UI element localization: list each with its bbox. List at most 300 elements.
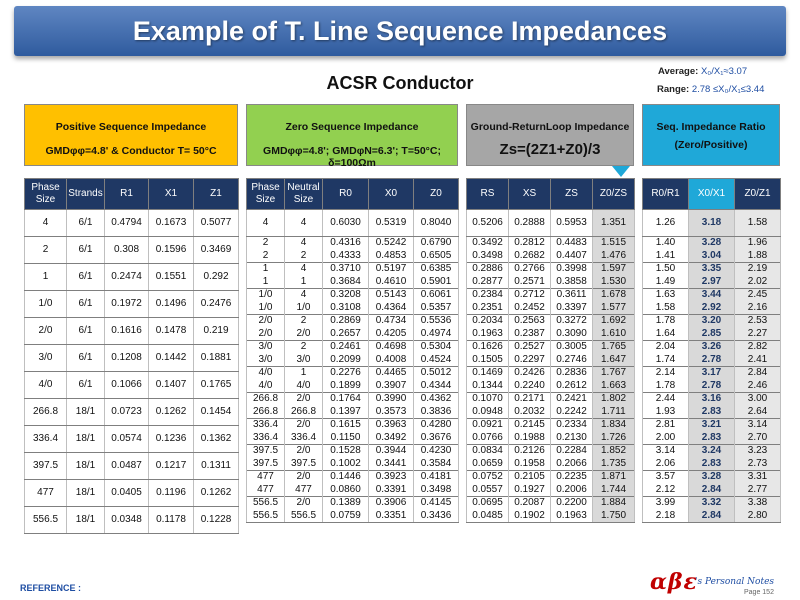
table-cell: 0.2877 [467, 276, 509, 289]
table-cell: 2.78 [689, 354, 735, 367]
table-cell: 2.92 [689, 302, 735, 315]
table-cell: 0.3611 [551, 289, 593, 302]
table-cell: 0.2426 [509, 367, 551, 380]
table-row [643, 367, 781, 380]
table-cell: 4 [285, 263, 323, 276]
table-cell: 2 [25, 237, 67, 264]
table-row [247, 328, 459, 341]
table-cell: 0.1344 [467, 380, 509, 393]
table-cell: 0.219 [194, 318, 239, 345]
table-row [247, 341, 459, 354]
table-cell: 0.3498 [467, 250, 509, 263]
table-cell: 18/1 [67, 453, 105, 480]
table-cell: 1.530 [593, 276, 635, 289]
column-header: Neutral Size [285, 179, 323, 210]
table-cell: 0.1454 [194, 399, 239, 426]
table-cell: 2 [285, 315, 323, 328]
table-cell: 1 [285, 367, 323, 380]
table-cell: 0.2888 [509, 210, 551, 237]
table-cell: 1.852 [593, 445, 635, 458]
table-cell: 556.5 [247, 510, 285, 523]
table-cell: 1.735 [593, 458, 635, 471]
column-header: Strands [67, 179, 105, 210]
table-cell: 0.1262 [194, 480, 239, 507]
table-cell: 0.6061 [414, 289, 459, 302]
table-cell: 4 [25, 210, 67, 237]
table-cell: 0.5197 [369, 263, 414, 276]
table-cell: 0.2387 [509, 328, 551, 341]
table-cell: 1.597 [593, 263, 635, 276]
table-cell: 6/1 [67, 345, 105, 372]
table-cell: 0.2240 [509, 380, 551, 393]
table-cell: 6/1 [67, 264, 105, 291]
table-cell: 0.5242 [369, 237, 414, 250]
table-cell: 18/1 [67, 480, 105, 507]
table-row [467, 432, 635, 445]
table-cell: 0.3492 [467, 237, 509, 250]
table-cell: 0.0759 [323, 510, 369, 523]
table-cell: 4/0 [247, 367, 285, 380]
table-cell: 2.19 [735, 263, 781, 276]
table-cell: 0.2657 [323, 328, 369, 341]
table-row [467, 250, 635, 263]
table-cell: 0.308 [105, 237, 149, 264]
reference-label: REFERENCE : [20, 583, 82, 593]
table-cell: 0.1262 [149, 399, 194, 426]
table-cell: 0.2171 [509, 393, 551, 406]
table-cell: 6/1 [67, 372, 105, 399]
table-cell: 0.2612 [551, 380, 593, 393]
table-cell: 477 [25, 480, 67, 507]
table-cell: 0.0834 [467, 445, 509, 458]
table-cell: 0.6385 [414, 263, 459, 276]
brand-subtitle: 's Personal Notes [695, 577, 775, 587]
table-cell: 2.77 [735, 484, 781, 497]
table-cell: 1.40 [643, 237, 689, 250]
table-cell: 556.5 [285, 510, 323, 523]
table-cell: 2.84 [735, 367, 781, 380]
table-cell: 1.884 [593, 497, 635, 510]
table-cell: 0.2812 [509, 237, 551, 250]
table-cell: 336.4 [285, 432, 323, 445]
table-cell: 2.45 [735, 289, 781, 302]
table-cell: 2.46 [735, 380, 781, 393]
table-cell: 336.4 [25, 426, 67, 453]
table-cell: 2.97 [689, 276, 735, 289]
table-cell: 3.99 [643, 497, 689, 510]
table-cell: 0.1311 [194, 453, 239, 480]
table-cell: 2.84 [689, 484, 735, 497]
table-cell: 3.31 [735, 471, 781, 484]
table-cell: 3.35 [689, 263, 735, 276]
table-row [247, 367, 459, 380]
table-cell: 0.5953 [551, 210, 593, 237]
table-cell: 0.3391 [369, 484, 414, 497]
column-header: R0/R1 [643, 179, 689, 210]
table-cell: 2.41 [735, 354, 781, 367]
table-cell: 0.5304 [414, 341, 459, 354]
table-row [25, 264, 239, 291]
table-cell: 2.14 [643, 367, 689, 380]
table-row [247, 393, 459, 406]
table-cell: 0.3990 [369, 393, 414, 406]
table-cell: 0.1988 [509, 432, 551, 445]
table-cell: 4/0 [285, 380, 323, 393]
table-row [467, 510, 635, 523]
table-cell: 0.2200 [551, 497, 593, 510]
table-cell: 397.5 [285, 458, 323, 471]
table-row [247, 484, 459, 497]
table-cell: 0.2066 [551, 458, 593, 471]
table-cell: 397.5 [247, 458, 285, 471]
table-cell: 0.3005 [551, 341, 593, 354]
table-cell: 1.74 [643, 354, 689, 367]
table-row [643, 484, 781, 497]
table-cell: 1.744 [593, 484, 635, 497]
table-cell: 2/0 [285, 419, 323, 432]
table-row [25, 399, 239, 426]
page-title: Example of T. Line Sequence Impedances [14, 6, 786, 56]
table-cell: 1.711 [593, 406, 635, 419]
table-row [25, 318, 239, 345]
highlight-arrow-icon [612, 166, 630, 177]
table-cell: 4 [247, 210, 285, 237]
table-cell: 556.5 [247, 497, 285, 510]
positive-sequence-table [24, 178, 239, 534]
table-cell: 0.4610 [369, 276, 414, 289]
table-cell: 0.1764 [323, 393, 369, 406]
table-cell: 0.6505 [414, 250, 459, 263]
table-cell: 0.0695 [467, 497, 509, 510]
table-cell: 0.1236 [149, 426, 194, 453]
table-cell: 1 [285, 276, 323, 289]
table-cell: 1 [247, 263, 285, 276]
column-header: R0 [323, 179, 369, 210]
table-cell: 6/1 [67, 291, 105, 318]
table-cell: 3/0 [285, 354, 323, 367]
table-cell: 0.2571 [509, 276, 551, 289]
table-cell: 1.767 [593, 367, 635, 380]
table-cell: 0.1196 [149, 480, 194, 507]
table-row [643, 263, 781, 276]
table-cell: 0.4145 [414, 497, 459, 510]
table-cell: 1.41 [643, 250, 689, 263]
table-cell: 1.476 [593, 250, 635, 263]
table-cell: 0.3676 [414, 432, 459, 445]
table-row [643, 276, 781, 289]
table-cell: 0.4205 [369, 328, 414, 341]
table-cell: 4 [285, 210, 323, 237]
table-cell: 2.70 [735, 432, 781, 445]
table-cell: 2.83 [689, 458, 735, 471]
table-cell: 0.4483 [551, 237, 593, 250]
table-row [25, 210, 239, 237]
table-row [25, 480, 239, 507]
table-cell: 3.28 [689, 471, 735, 484]
table-cell: 0.1899 [323, 380, 369, 393]
table-cell: 0.4524 [414, 354, 459, 367]
table-cell: 0.1505 [467, 354, 509, 367]
table-row [247, 445, 459, 458]
ground-return-table [466, 178, 635, 523]
table-row [25, 372, 239, 399]
table-cell: 0.4794 [105, 210, 149, 237]
column-header: X1 [149, 179, 194, 210]
table-row [247, 354, 459, 367]
table-cell: 3.32 [689, 497, 735, 510]
table-cell: 266.8 [247, 406, 285, 419]
table-row [247, 432, 459, 445]
table-cell: 0.3441 [369, 458, 414, 471]
table-cell: 0.2105 [509, 471, 551, 484]
table-row [467, 289, 635, 302]
table-cell: 2.64 [735, 406, 781, 419]
table-cell: 1.58 [643, 302, 689, 315]
table-cell: 4 [285, 289, 323, 302]
table-row [643, 406, 781, 419]
column-header: Z1 [194, 179, 239, 210]
table-cell: 0.4853 [369, 250, 414, 263]
table-row [643, 328, 781, 341]
table-cell: 3/0 [247, 354, 285, 367]
table-cell: 0.3208 [323, 289, 369, 302]
table-row [247, 471, 459, 484]
table-cell: 0.1958 [509, 458, 551, 471]
table-cell: 0.1972 [105, 291, 149, 318]
table-row [247, 302, 459, 315]
table-cell: 0.3684 [323, 276, 369, 289]
table-row [25, 291, 239, 318]
table-cell: 2/0 [285, 328, 323, 341]
table-cell: 0.3498 [414, 484, 459, 497]
table-cell: 2.53 [735, 315, 781, 328]
table-row [643, 458, 781, 471]
table-cell: 1.692 [593, 315, 635, 328]
table-cell: 0.5357 [414, 302, 459, 315]
table-cell: 0.4407 [551, 250, 593, 263]
table-cell: 3/0 [247, 341, 285, 354]
table-cell: 0.2034 [467, 315, 509, 328]
table-cell: 0.4974 [414, 328, 459, 341]
table-cell: 0.3944 [369, 445, 414, 458]
table-cell: 3.00 [735, 393, 781, 406]
table-row [247, 419, 459, 432]
table-cell: 2.12 [643, 484, 689, 497]
table-cell: 477 [285, 484, 323, 497]
table-cell: 3/0 [25, 345, 67, 372]
column-header: ZS [551, 179, 593, 210]
table-cell: 2.83 [689, 432, 735, 445]
table-cell: 0.292 [194, 264, 239, 291]
table-cell: 0.1178 [149, 507, 194, 534]
table-cell: 0.0948 [467, 406, 509, 419]
table-cell: 0.1228 [194, 507, 239, 534]
table-cell: 0.2276 [323, 367, 369, 380]
table-row [25, 345, 239, 372]
table-row [247, 497, 459, 510]
table-cell: 0.1765 [194, 372, 239, 399]
table-cell: 0.0348 [105, 507, 149, 534]
table-cell: 2.18 [643, 510, 689, 523]
table-cell: 1.610 [593, 328, 635, 341]
table-cell: 0.4230 [414, 445, 459, 458]
table-cell: 2.06 [643, 458, 689, 471]
table-row [643, 341, 781, 354]
table-cell: 0.1902 [509, 510, 551, 523]
table-row [467, 263, 635, 276]
table-cell: 3.14 [643, 445, 689, 458]
table-row [247, 406, 459, 419]
column-header: Phase Size [25, 179, 67, 210]
table-row [467, 341, 635, 354]
table-cell: 2 [247, 237, 285, 250]
table-cell: 0.1615 [323, 419, 369, 432]
table-row [643, 432, 781, 445]
table-cell: 0.1927 [509, 484, 551, 497]
table-row [247, 237, 459, 250]
table-cell: 0.3858 [551, 276, 593, 289]
column-header: Z0/Z1 [735, 179, 781, 210]
table-cell: 0.3436 [414, 510, 459, 523]
table-cell: 0.2126 [509, 445, 551, 458]
table-cell: 3.24 [689, 445, 735, 458]
table-cell: 2.78 [689, 380, 735, 393]
table-row [467, 484, 635, 497]
table-cell: 0.4698 [369, 341, 414, 354]
table-row [247, 510, 459, 523]
table-cell: 1.93 [643, 406, 689, 419]
column-header: RS [467, 179, 509, 210]
table-cell: 0.1397 [323, 406, 369, 419]
column-header: X0/X1 [689, 179, 735, 210]
table-cell: 18/1 [67, 399, 105, 426]
table-cell: 1.96 [735, 237, 781, 250]
table-cell: 0.5077 [194, 210, 239, 237]
table-cell: 397.5 [247, 445, 285, 458]
table-cell: 0.4465 [369, 367, 414, 380]
table-cell: 0.4333 [323, 250, 369, 263]
table-cell: 0.2421 [551, 393, 593, 406]
table-cell: 0.3998 [551, 263, 593, 276]
table-cell: 0.0921 [467, 419, 509, 432]
table-cell: 3.23 [735, 445, 781, 458]
conductor-subtitle: ACSR Conductor [326, 73, 474, 93]
table-cell: 2.02 [735, 276, 781, 289]
table-cell: 1.663 [593, 380, 635, 393]
table-row [467, 354, 635, 367]
table-cell: 0.3584 [414, 458, 459, 471]
table-cell: 0.6030 [323, 210, 369, 237]
average-stat: Average: X₀/X₁≈3.07 [658, 66, 748, 77]
table-cell: 0.4181 [414, 471, 459, 484]
table-cell: 1/0 [247, 289, 285, 302]
table-cell: 266.8 [25, 399, 67, 426]
table-cell: 1.63 [643, 289, 689, 302]
table-cell: 1/0 [25, 291, 67, 318]
table-cell: 2.83 [689, 406, 735, 419]
range-stat: Range: 2.78 ≤X₀/X₁≤3.44 [657, 84, 765, 95]
table-cell: 0.3907 [369, 380, 414, 393]
table-cell: 0.2563 [509, 315, 551, 328]
page-number: Page 152 [744, 589, 774, 596]
table-cell: 0.3923 [369, 471, 414, 484]
table-cell: 1/0 [285, 302, 323, 315]
table-cell: 0.1616 [105, 318, 149, 345]
table-cell: 2/0 [247, 315, 285, 328]
table-cell: 4/0 [247, 380, 285, 393]
table-cell: 3.26 [689, 341, 735, 354]
table-row [467, 328, 635, 341]
table-cell: 1.78 [643, 380, 689, 393]
table-row [643, 445, 781, 458]
table-cell: 0.2474 [105, 264, 149, 291]
table-cell: 1 [247, 276, 285, 289]
table-cell: 4/0 [25, 372, 67, 399]
table-cell: 1.802 [593, 393, 635, 406]
zero-sequence-table [246, 178, 459, 523]
table-cell: 0.3272 [551, 315, 593, 328]
table-cell: 397.5 [25, 453, 67, 480]
table-row [643, 302, 781, 315]
table-cell: 1.64 [643, 328, 689, 341]
table-cell: 6/1 [67, 237, 105, 264]
table-cell: 0.1478 [149, 318, 194, 345]
column-header: R1 [105, 179, 149, 210]
table-cell: 0.0659 [467, 458, 509, 471]
column-header: X0 [369, 179, 414, 210]
table-row [467, 367, 635, 380]
table-cell: 3.44 [689, 289, 735, 302]
table-cell: 0.1217 [149, 453, 194, 480]
table-row [643, 380, 781, 393]
table-cell: 0.4280 [414, 419, 459, 432]
table-row [467, 471, 635, 484]
table-row [467, 406, 635, 419]
table-cell: 2/0 [285, 497, 323, 510]
table-cell: 0.2766 [509, 263, 551, 276]
table-cell: 0.2746 [551, 354, 593, 367]
table-cell: 1.678 [593, 289, 635, 302]
table-cell: 0.2384 [467, 289, 509, 302]
table-cell: 4 [285, 237, 323, 250]
table-cell: 0.2297 [509, 354, 551, 367]
table-cell: 3.20 [689, 315, 735, 328]
table-row [247, 210, 459, 237]
table-cell: 3.21 [689, 419, 735, 432]
column-header: Z0 [414, 179, 459, 210]
table-cell: 336.4 [247, 419, 285, 432]
table-cell: 0.1673 [149, 210, 194, 237]
table-cell: 1.765 [593, 341, 635, 354]
table-row [467, 315, 635, 328]
table-cell: 2.00 [643, 432, 689, 445]
table-row [643, 210, 781, 237]
table-cell: 0.2452 [509, 302, 551, 315]
table-cell: 0.1963 [467, 328, 509, 341]
table-row [643, 289, 781, 302]
table-cell: 0.4344 [414, 380, 459, 393]
table-cell: 336.4 [247, 432, 285, 445]
table-row [643, 237, 781, 250]
table-cell: 0.1469 [467, 367, 509, 380]
table-cell: 2/0 [285, 445, 323, 458]
positive-sequence-panel: Positive Sequence Impedance GMDφφ=4.8' & Conductor T= 50°C [24, 104, 238, 166]
table-row [247, 380, 459, 393]
table-cell: 0.0405 [105, 480, 149, 507]
table-cell: 0.2130 [551, 432, 593, 445]
table-cell: 0.1208 [105, 345, 149, 372]
table-cell: 2.27 [735, 328, 781, 341]
